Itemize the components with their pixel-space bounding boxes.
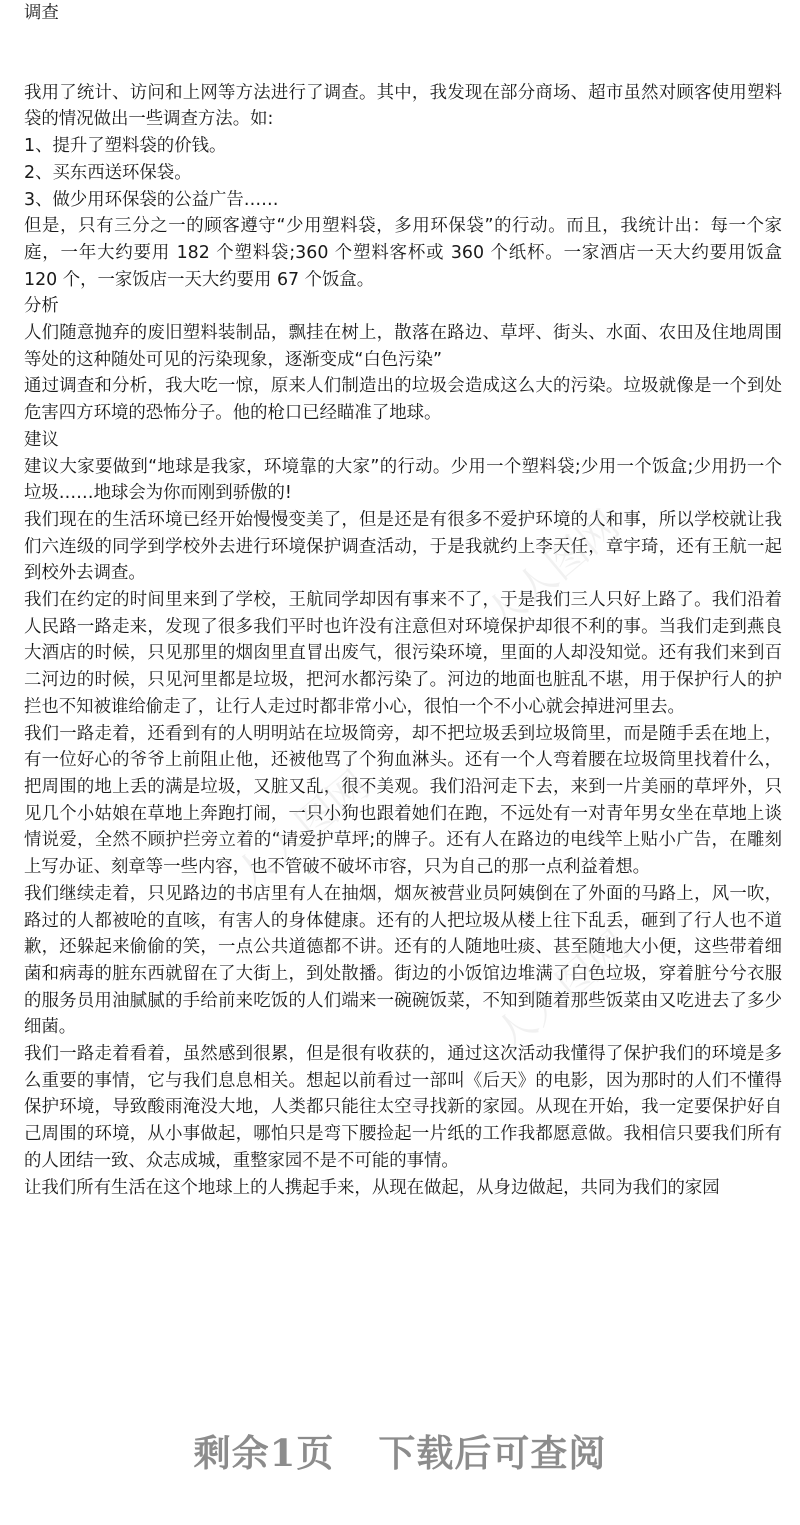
list-item-3: 3、做少用环保袋的公益广告…… [24,189,279,210]
section-heading-survey: 调查 [24,3,59,23]
paragraph-last-line: 让我们所有生活在这个地球上的人携起手来，从现在做起，从身边做起，共同为我们的家园 [24,1177,720,1198]
download-prompt-footer[interactable] [0,1420,800,1480]
paragraph-survey-intro: 我用了统计、访问和上网等方法进行了调查。其中，我发现在部分商场、超市虽然对顾客使用塑料袋的情况做出一些调查方法。如: [24,82,782,130]
list-item-2: 2、买东西送环保袋。 [24,162,192,183]
watermark-text: 人人图网 [476,502,629,641]
paragraph-conclusion: 我们一路走着看着，虽然感到很累，但是很有收获的，通过这次活动我懂得了保护我们的环境是多么重要的事情，它与我们息息相关。想起以前看过一部叫《后天》的电影，因为那时的人们不懂得保护环境，导致酸雨淹没大地，人类都只能往太空寻找新的家园。从现在开始，我一定要保护好自己周围的环境，从小事做起，哪怕只是弯下腰捡起一片纸的工作我都愿意做。我相信只要我们所有的人团结一致、众志成城，重整家园不是不可能的事情。 [24,1044,782,1171]
document-body [24,0,782,1201]
blank-spacer [24,27,782,80]
list-item-1: 1、提升了塑料袋的价钱。 [24,136,227,157]
paragraph-activity-observations: 我们一路走着，还看到有的人明明站在垃圾筒旁，却不把垃圾丢到垃圾筒里，而是随手丢在地上，有一位好心的爷爷上前阻止他，还被他骂了个狗血淋头。还有一个人弯着腰在垃圾筒里找着什么，把周围的地上丢的满是垃圾，又脏又乱，很不美观。我们沿河走下去，来到一片美丽的草坪外，只见几个小姑娘在草地上奔跑打闹，一只小狗也跟着她们在跑，不远处有一对青年男女坐在草地上谈情说爱，全然不顾护拦旁立着的“请爱护草坪;的牌子。还有人在路边的电线竿上贴小广告，在雕刻上写办证、刻章等一些内容，也不管破不破坏市容，只为自己的那一点利益着想。 [24,723,782,878]
watermark-text-3: 人人图网 [486,922,639,1061]
paragraph-analysis-1: 人们随意抛弃的废旧塑料装制品，飘挂在树上，散落在路边、草坪、街头、水面、农田及住地周围等处的这种随处可见的污染现象，逐渐变成“白色污染” [24,323,782,370]
paragraph-suggestion: 建议大家要做到“地球是我家，环境靠的大家”的行动。少用一个塑料袋;少用一个饭盒;少用扔一个垃圾……地球会为你而刚到骄傲的! [24,456,782,504]
remaining-pages-label: 剩余1页 [193,1431,335,1475]
section-heading-suggestion: 建议 [24,429,59,450]
paragraph-activity-continue: 我们继续走着，只见路边的书店里有人在抽烟，烟灰被营业员阿姨倒在了外面的马路上，风一吹，路过的人都被呛的直咳，有害人的身体健康。还有的人把垃圾从楼上往下乱丢，砸到了行人也不道歉，还躲起来偷偷的笑，一点公共道德都不讲。还有的人随地吐痰、甚至随地大小便，这些带着细菌和病毒的脏东西就留在了大街上，到处散播。街边的小饭馆边堆满了白色垃圾，穿着脏兮兮衣服的服务员用油腻腻的手给前来吃饭的人们端来一碗碗饭菜，不知到随着那些饭菜由又吃进去了多少细菌。 [24,883,782,1038]
download-to-read-label[interactable]: 下载后可查阅 [378,1431,607,1475]
paragraph-analysis-2: 通过调查和分析，我大吃一惊，原来人们制造出的垃圾会造成这么大的污染。垃圾就像是一个到处危害四方环境的恐怖分子。他的枪口已经瞄准了地球。 [24,376,782,424]
watermark-text-2: 人人图网 [226,762,379,901]
paragraph-activity-route: 我们在约定的时间里来到了学校，王航同学却因有事来不了，于是我们三人只好上路了。我们沿着人民路一路走来，发现了很多我们平时也许没有注意但对环境保护却很不利的事。当我们走到燕良大酒店的时候，只见那里的烟囱里直冒出废气，很污染环境，里面的人却没知觉。还有我们来到百二河边的时候，只见河里都是垃圾，把河水都污染了。河边的地面也脏乱不堪，用于保护行人的护拦也不知被谁给偷走了，让行人走过时都非常小心，很怕一个不小心就会掉进河里去。 [24,590,782,717]
paragraph-statistics: 但是，只有三分之一的顾客遵守“少用塑料袋，多用环保袋”的行动。而且，我统计出：每一个家庭，一年大约要用 182 个塑料袋;360 个塑料客杯或 360 个纸杯。一家酒店一天大约要用饭盒 120 个，一家饭店一天大约要用 67 个饭盒。 [24,216,782,290]
section-heading-analysis: 分析 [24,296,59,317]
paragraph-activity-intro: 我们现在的生活环境已经开始慢慢变美了，但是还是有很多不爱护环境的人和事，所以学校就让我们六连级的同学到学校外去进行环境保护调查活动，于是我就约上李天任，章宇琦，还有王航一起到校外去调查。 [24,509,782,584]
